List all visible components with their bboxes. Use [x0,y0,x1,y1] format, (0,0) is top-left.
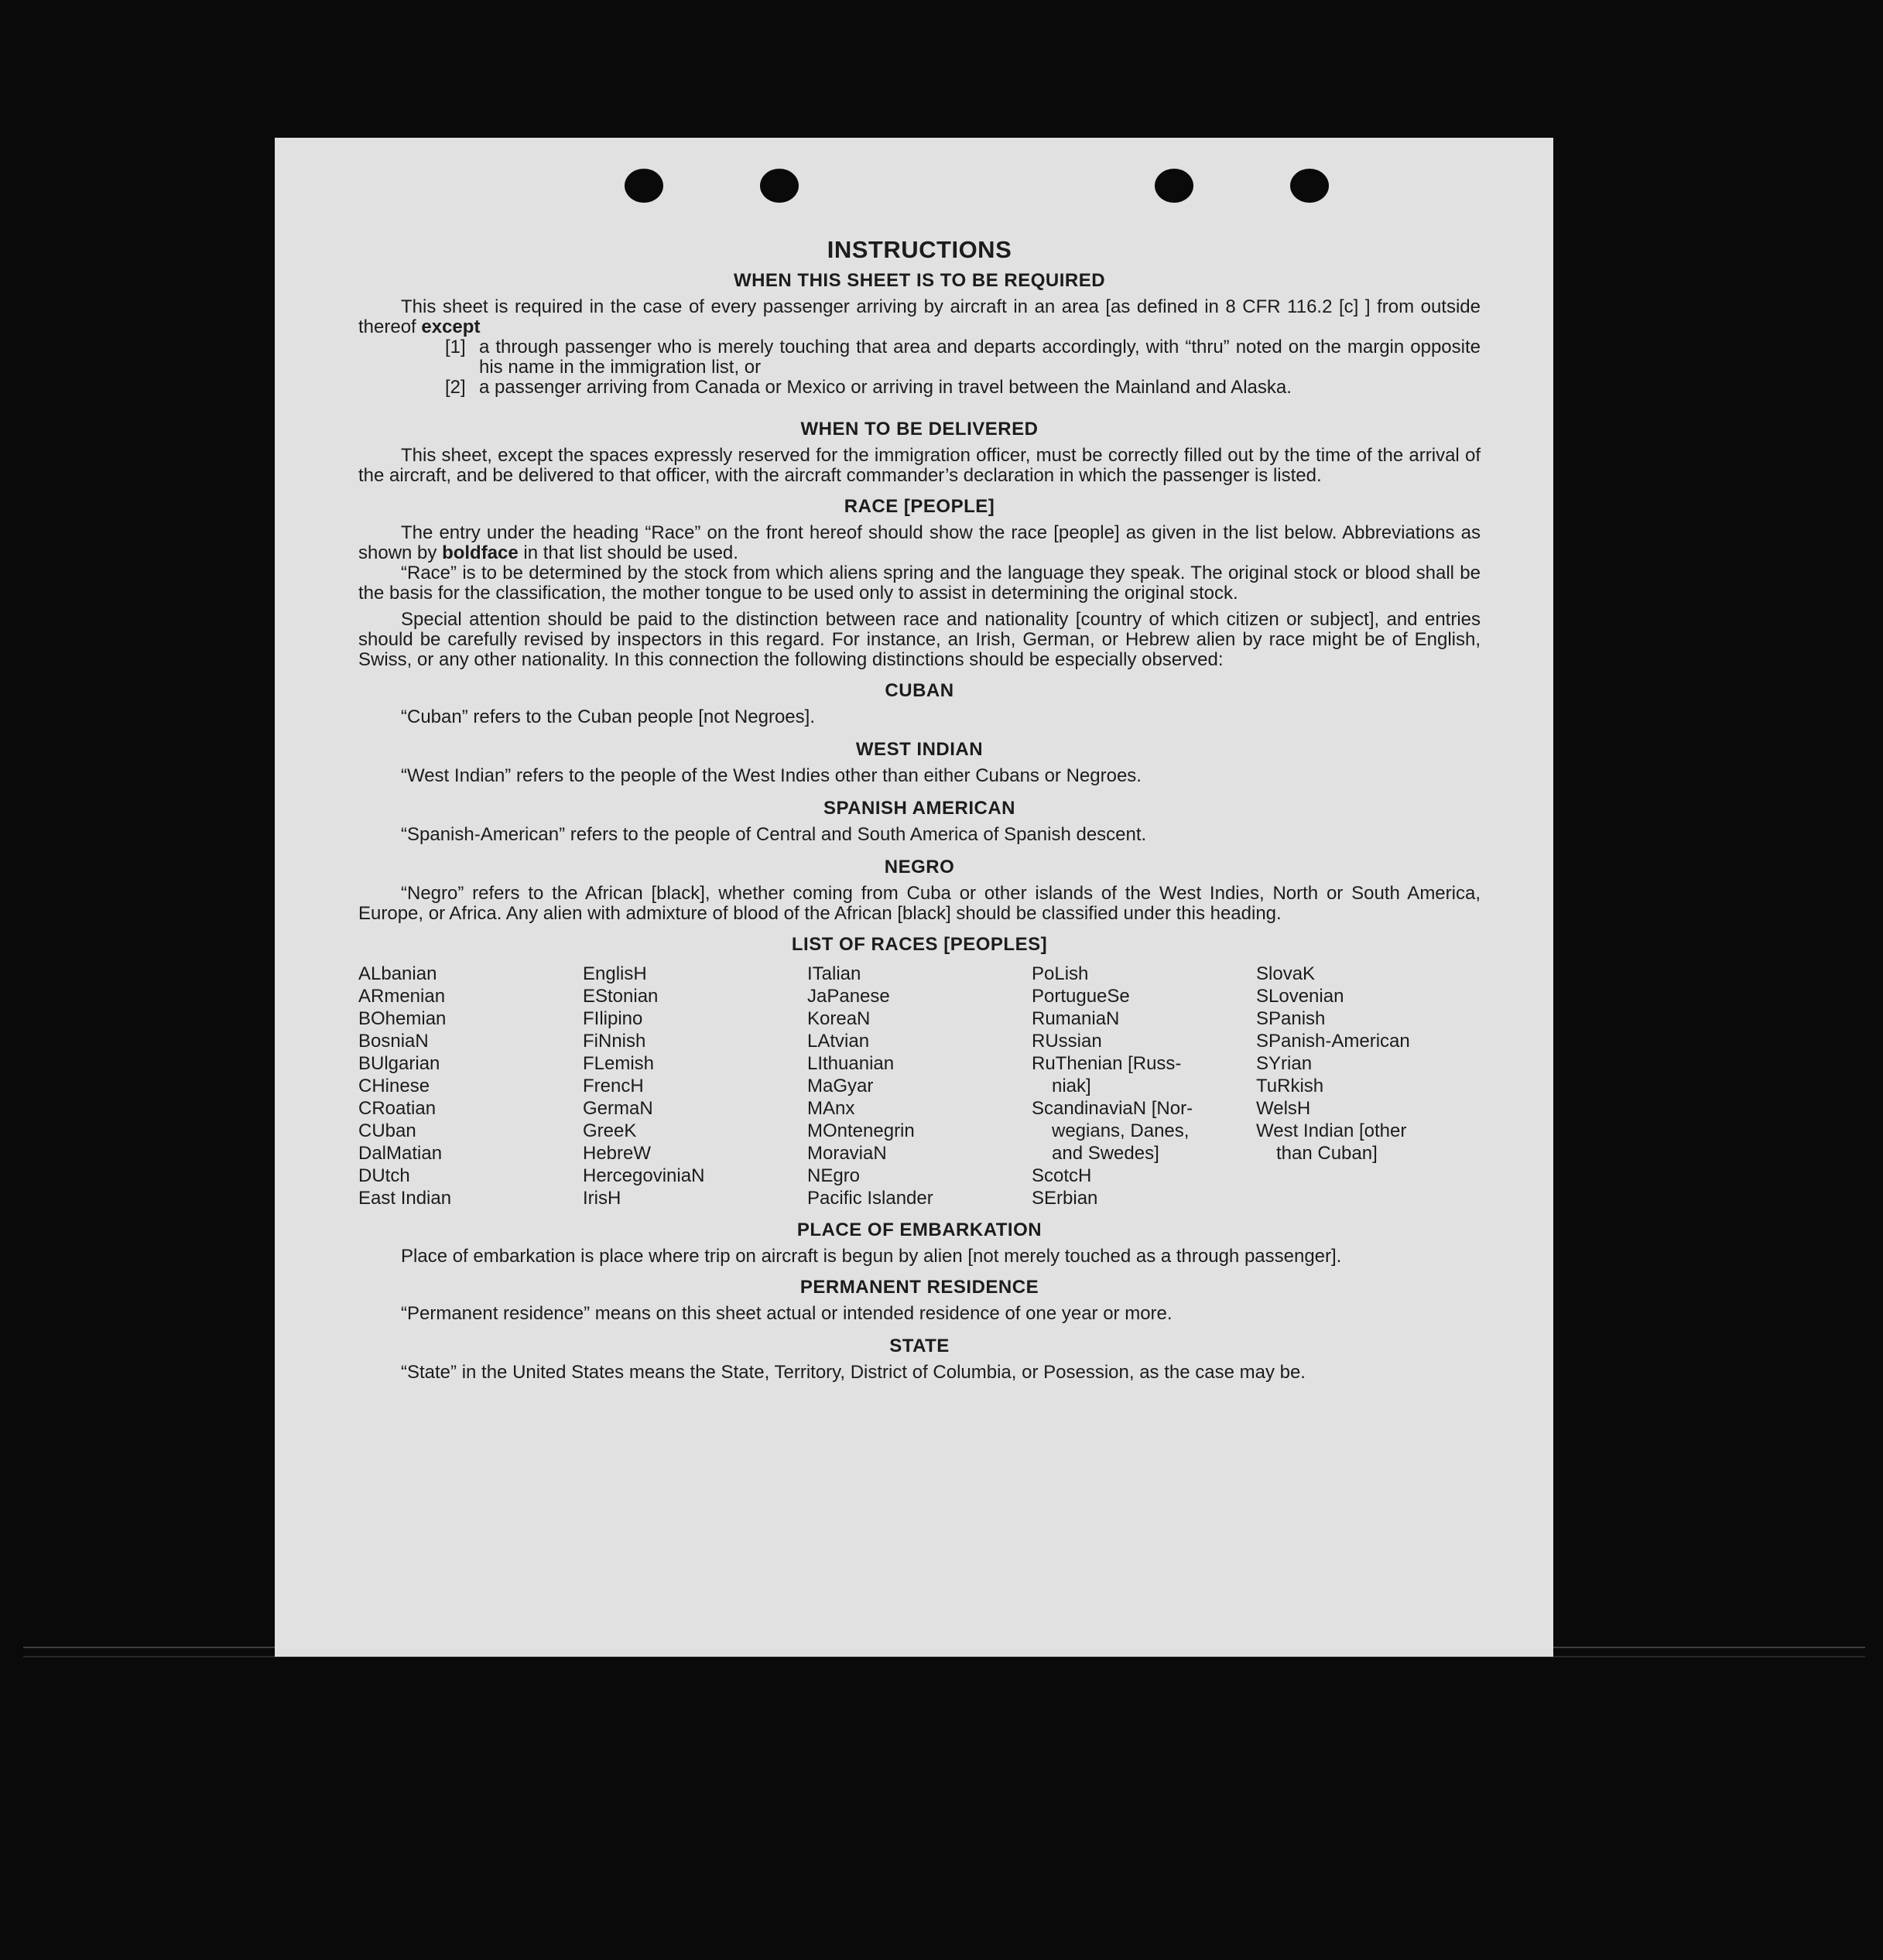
punch-hole [760,169,799,203]
race-entry: RuThenian [Russ- [1032,1053,1182,1074]
heading-when-required: WHEN THIS SHEET IS TO BE REQUIRED [733,270,1106,291]
heading-place-of-embarkation: PLACE OF EMBARKATION [796,1219,1042,1240]
race-entry: NEgro [807,1165,861,1186]
heading-race: RACE [PEOPLE] [844,496,995,517]
race-entry: SLovenian [1256,986,1344,1007]
race-entry: PortugueSe [1032,986,1130,1007]
race-entry: ALbanian [358,963,437,984]
race-paragraph-3: Special attention should be paid to the distinction between race and nationality [country of which citizen or subject], and entries should be carefully revised by inspectors in this regard. For instance, an Irish, German, or Hebrew alien by race might be of English, Swiss, or any other nationality. In this connection the following distinctions should be especially observed: [358,609,1481,670]
race-entry: CRoatian [358,1098,437,1119]
race-entry: RumaniaN [1032,1008,1120,1029]
heading-list-of-races: LIST OF RACES [PEOPLES] [791,934,1048,955]
race-entry: West Indian [other [1256,1120,1407,1141]
intro-except: except [421,316,481,337]
exception-item-2 [445,378,1481,398]
when-delivered-text: This sheet, except the spaces expressly reserved for the immigration officer, must be correctly filled out by the time of the arrival of the aircraft, and be delivered to that officer, with the aircraft commander’s declaration in which the passenger is listed. [358,445,1481,486]
race-entry: TuRkish [1256,1076,1324,1096]
item-number: [2] [445,377,466,398]
race-entry: CUban [358,1120,416,1141]
race-entry: SErbian [1032,1188,1098,1209]
race-entry: JaPanese [807,986,890,1007]
race-entry: MAnx [807,1098,855,1119]
race-entry: ScandinaviaN [Nor- [1032,1098,1193,1119]
heading-state: STATE [889,1336,950,1356]
race-entry: Pacific Islander [807,1188,933,1209]
item-text: a passenger arriving from Canada or Mexico or arriving in travel between the Mainland and Alaska. [479,377,1292,398]
race-entry: ITalian [807,963,861,984]
west-indian-text: “West Indian” refers to the people of the West Indies other than either Cubans or Negroes. [401,765,1142,786]
race-entry: ARmenian [358,986,446,1007]
document-content [358,237,1481,1394]
race-entry: BUlgarian [358,1053,440,1074]
race-entry: FLemish [583,1053,655,1074]
race-p1-text: The entry under the heading “Race” on the front hereof should show the race [people] as given in the list below. Abbreviations as shown by [358,522,1481,563]
punch-hole [625,169,663,203]
race-entry: MoraviaN [807,1143,887,1164]
race-entry: KoreaN [807,1008,871,1029]
race-entry: SlovaK [1256,963,1316,984]
race-entry: MOntenegrin [807,1120,915,1141]
punch-hole [1290,169,1329,203]
permanent-residence-text: “Permanent residence” means on this sheet actual or intended residence of one year or more. [401,1303,1173,1324]
race-entry: DUtch [358,1165,410,1186]
heading-when-delivered: WHEN TO BE DELIVERED [800,419,1039,440]
races-column-4 [1032,963,1256,1209]
race-entry: SYrian [1256,1053,1313,1074]
heading-negro: NEGRO [884,857,955,877]
spanish-american-text: “Spanish-American” refers to the people of Central and South America of Spanish descent. [401,824,1147,845]
race-entry-continuation: and Swedes] [1052,1143,1159,1164]
race-entry: HercegoviniaN [583,1165,705,1186]
race-entry: FrencH [583,1076,644,1096]
race-paragraph-2: “Race” is to be determined by the stock from which aliens spring and the language they speak. The original stock or blood shall be the basis for the classification, the mother tongue to be used only to assist in determining the original stock. [358,563,1481,604]
item-text: a through passenger who is merely touching that area and departs accordingly, with “thru” noted on the margin opposite his name in the immigration list, or [479,337,1481,378]
race-entry: DalMatian [358,1143,443,1164]
race-p1-boldface: boldface [442,542,519,563]
negro-text: “Negro” refers to the African [black], whether coming from Cuba or other islands of the West Indies, North or South America, Europe, or Africa. Any alien with admixture of blood of the African [black] should be classified under this heading. [358,883,1481,924]
item-number: [1] [445,337,466,357]
race-entry-continuation: wegians, Danes, [1052,1120,1190,1141]
races-column-1 [358,963,583,1209]
race-entry-continuation: than Cuban] [1276,1143,1378,1164]
intro-text: This sheet is required in the case of every passenger arriving by aircraft in an area [as defined in 8 CFR 116.2 [c] ] from outside thereof [358,296,1481,337]
race-entry: HebreW [583,1143,652,1164]
heading-spanish-american: SPANISH AMERICAN [823,798,1015,819]
race-entry: FiNnish [583,1031,646,1052]
document-sheet [275,138,1553,1657]
race-entry: BosniaN [358,1031,429,1052]
race-entry: IrisH [583,1188,621,1209]
document-title: INSTRUCTIONS [827,236,1012,263]
race-entry: PoLish [1032,963,1089,984]
race-entry: CHinese [358,1076,430,1096]
race-paragraph-1 [358,523,1481,563]
race-entry: FIlipino [583,1008,643,1029]
heading-west-indian: WEST INDIAN [855,739,984,760]
races-column-5 [1256,963,1481,1209]
exception-item-1 [445,337,1481,378]
place-of-embarkation-text: Place of embarkation is place where trip on aircraft is begun by alien [not merely touched as a through passenger]. [401,1246,1342,1267]
race-entry: LIthuanian [807,1053,895,1074]
heading-cuban: CUBAN [885,680,954,701]
races-column-2 [583,963,807,1209]
race-entry: MaGyar [807,1076,874,1096]
race-entry: SPanish [1256,1008,1326,1029]
race-entry: RUssian [1032,1031,1102,1052]
race-entry: WelsH [1256,1098,1311,1119]
race-entry: GermaN [583,1098,653,1119]
state-text: “State” in the United States means the State, Territory, District of Columbia, or Posession, as the case may be. [401,1362,1306,1383]
when-required-intro [358,297,1481,337]
race-entry: EStonian [583,986,659,1007]
race-entry: East Indian [358,1188,452,1209]
race-entry-continuation: niak] [1052,1076,1091,1096]
race-entry: LAtvian [807,1031,870,1052]
heading-permanent-residence: PERMANENT RESIDENCE [799,1277,1039,1298]
races-list [358,963,1481,1209]
race-entry: GreeK [583,1120,637,1141]
race-entry: EnglisH [583,963,647,984]
races-column-3 [807,963,1032,1209]
race-entry: SPanish-American [1256,1031,1410,1052]
race-entry: ScotcH [1032,1165,1092,1186]
race-entry: BOhemian [358,1008,447,1029]
race-p1-text-end: in that list should be used. [518,542,738,563]
cuban-text: “Cuban” refers to the Cuban people [not Negroes]. [401,706,815,727]
punch-hole [1155,169,1193,203]
